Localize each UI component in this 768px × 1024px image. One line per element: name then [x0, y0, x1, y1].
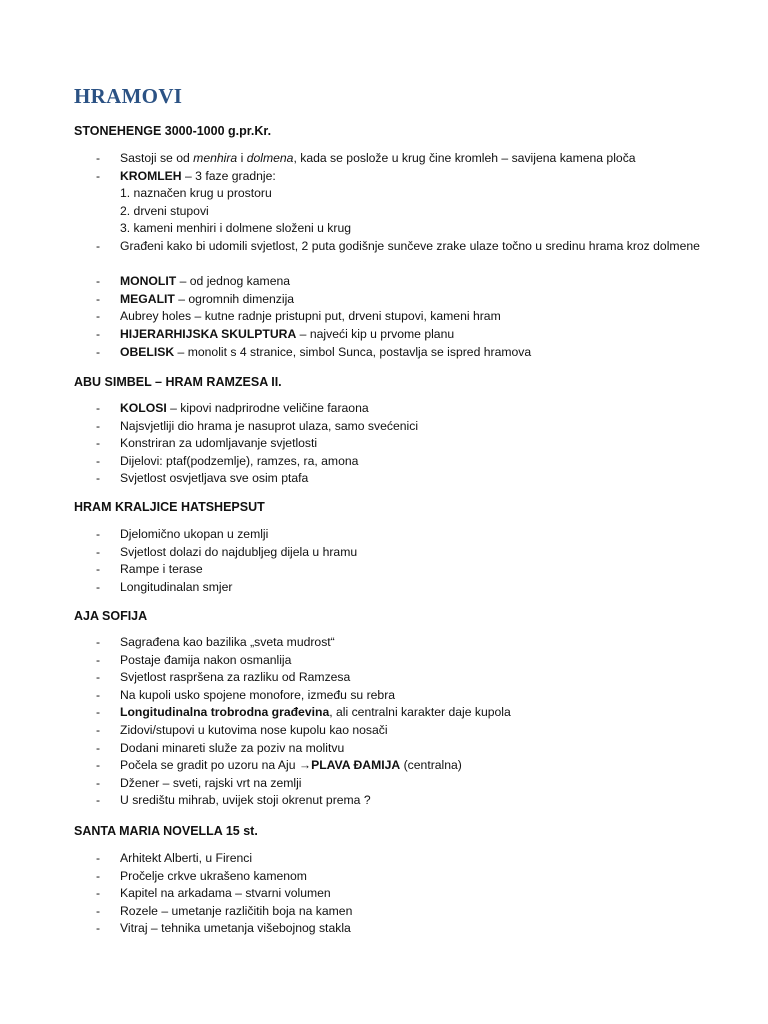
- bullet-dash: -: [96, 903, 101, 918]
- bullet-dash: -: [96, 544, 101, 559]
- list-item: - Pročelje crkve ukrašeno kamenom: [0, 868, 768, 886]
- list-item: - Svjetlost osvjetljava sve osim ptafa: [0, 470, 768, 488]
- bullet-dash: -: [96, 239, 101, 253]
- bullet-dash: -: [96, 453, 101, 468]
- list-item: - MEGALIT – ogromnih dimenzija: [0, 291, 768, 309]
- bullet-dash: -: [96, 418, 101, 433]
- kromleh-phases: [120, 185, 351, 238]
- bullet-dash: -: [96, 471, 101, 486]
- list-item: - Konstriran za udomljavanje svjetlosti: [0, 435, 768, 453]
- hatshepsut-list: [0, 526, 768, 596]
- bullet-dash: -: [96, 722, 101, 737]
- sub-item: 3. kameni menhiri i dolmene složeni u krug: [120, 221, 351, 236]
- bullet-dash: -: [96, 775, 101, 790]
- list-item: - Sastoji se od menhira i dolmena, kada se poslože u krug čine kromleh – savijena kamena ploča: [0, 150, 768, 168]
- section-heading-aja-sofija: AJA SOFIJA: [74, 609, 148, 623]
- bullet-dash: -: [96, 436, 101, 451]
- list-item: - Svjetlost dolazi do najdubljeg dijela u hramu: [0, 544, 768, 562]
- section-heading-abu-simbel: ABU SIMBEL – HRAM RAMZESA II.: [74, 375, 282, 389]
- list-item: - HIJERARHIJSKA SKULPTURA – najveći kip u prvome planu: [0, 326, 768, 344]
- bullet-dash: -: [96, 579, 101, 594]
- list-item: - Na kupoli usko spojene monofore, između su rebra: [0, 687, 768, 705]
- page-title: HRAMOVI: [74, 84, 183, 108]
- list-item: - Postaje đamija nakon osmanlija: [0, 652, 768, 670]
- bullet-dash: -: [96, 705, 101, 720]
- bullet-dash: -: [96, 851, 101, 865]
- list-item: - Sagrađena kao bazilika „sveta mudrost“: [0, 634, 768, 652]
- section-heading-stonehenge: STONEHENGE 3000-1000 g.pr.Kr.: [74, 124, 272, 138]
- sub-item: 2. drveni stupovi: [120, 203, 209, 218]
- bullet-dash: -: [96, 168, 101, 183]
- list-item: - Rampe i terase: [0, 561, 768, 579]
- list-item: - KOLOSI – kipovi nadprirodne veličine faraona: [0, 400, 768, 418]
- bullet-dash: -: [96, 527, 101, 541]
- list-item: - KROMLEH – 3 faze gradnje:: [0, 168, 768, 186]
- bullet-dash: -: [96, 740, 101, 755]
- arrow-right-icon: →: [298, 758, 312, 773]
- list-item: - Longitudinalan smjer: [0, 579, 768, 597]
- list-item: - Džener – sveti, rajski vrt na zemlji: [0, 775, 768, 793]
- bullet-dash: -: [96, 635, 101, 649]
- stonehenge-list: [0, 150, 768, 185]
- bullet-dash: -: [96, 758, 101, 773]
- list-item: - Kapitel na arkadama – stvarni volumen: [0, 885, 768, 903]
- list-item: - Svjetlost raspršena za razliku od Ramzesa: [0, 669, 768, 687]
- abu-simbel-list: [0, 400, 768, 488]
- bullet-dash: -: [96, 401, 101, 415]
- bullet-dash: -: [96, 670, 101, 685]
- list-item: - Zidovi/stupovi u kutovima nose kupolu kao nosači: [0, 722, 768, 740]
- bullet-dash: -: [96, 868, 101, 883]
- bullet-dash: -: [96, 921, 101, 936]
- section-heading-hatshepsut: HRAM KRALJICE HATSHEPSUT: [74, 500, 265, 514]
- list-item: - Dodani minareti služe za poziv na molitvu: [0, 740, 768, 758]
- bullet-dash: -: [96, 309, 101, 324]
- bullet-dash: -: [96, 344, 101, 359]
- aja-sofija-list: [0, 634, 768, 810]
- bullet-dash: -: [96, 562, 101, 577]
- list-item: - Rozele – umetanje različitih boja na kamen: [0, 903, 768, 921]
- bullet-dash: -: [96, 793, 101, 808]
- bullet-dash: -: [96, 886, 101, 901]
- section-heading-santa-maria-novella: SANTA MARIA NOVELLA 15 st.: [74, 824, 258, 838]
- bullet-dash: -: [96, 687, 101, 702]
- list-item: - Najsvjetliji dio hrama je nasuprot ulaza, samo svećenici: [0, 418, 768, 436]
- bullet-dash: -: [96, 151, 101, 165]
- stonehenge-list-cont: [0, 238, 768, 361]
- bullet-dash: -: [96, 652, 101, 667]
- bullet-dash: -: [96, 291, 101, 306]
- list-item: - Vitraj – tehnika umetanja višebojnog stakla: [0, 920, 768, 938]
- sub-item: 1. naznačen krug u prostoru: [120, 186, 272, 200]
- list-item: - MONOLIT – od jednog kamena: [0, 273, 768, 291]
- list-item: - OBELISK – monolit s 4 stranice, simbol Sunca, postavlja se ispred hramova: [0, 344, 768, 362]
- bullet-dash: -: [96, 326, 101, 341]
- list-item: - Dijelovi: ptaf(podzemlje), ramzes, ra, amona: [0, 453, 768, 471]
- bullet-dash: -: [96, 274, 101, 289]
- santa-maria-novella-list: [0, 850, 768, 938]
- list-item: - Građeni kako bi udomili svjetlost, 2 puta godišnje sunčeve zrake ulaze točno u sredinu hrama kroz dolmene: [0, 238, 768, 273]
- list-item: - Aubrey holes – kutne radnje pristupni put, drveni stupovi, kameni hram: [0, 308, 768, 326]
- list-item: - Počela se gradit po uzoru na Aju →PLAVA ĐAMIJA (centralna): [0, 757, 768, 775]
- list-item: - Arhitekt Alberti, u Firenci: [0, 850, 768, 868]
- list-item: - U središtu mihrab, uvijek stoji okrenut prema ?: [0, 792, 768, 810]
- list-item: - Longitudinalna trobrodna građevina, ali centralni karakter daje kupola: [0, 704, 768, 722]
- list-item: - Djelomično ukopan u zemlji: [0, 526, 768, 544]
